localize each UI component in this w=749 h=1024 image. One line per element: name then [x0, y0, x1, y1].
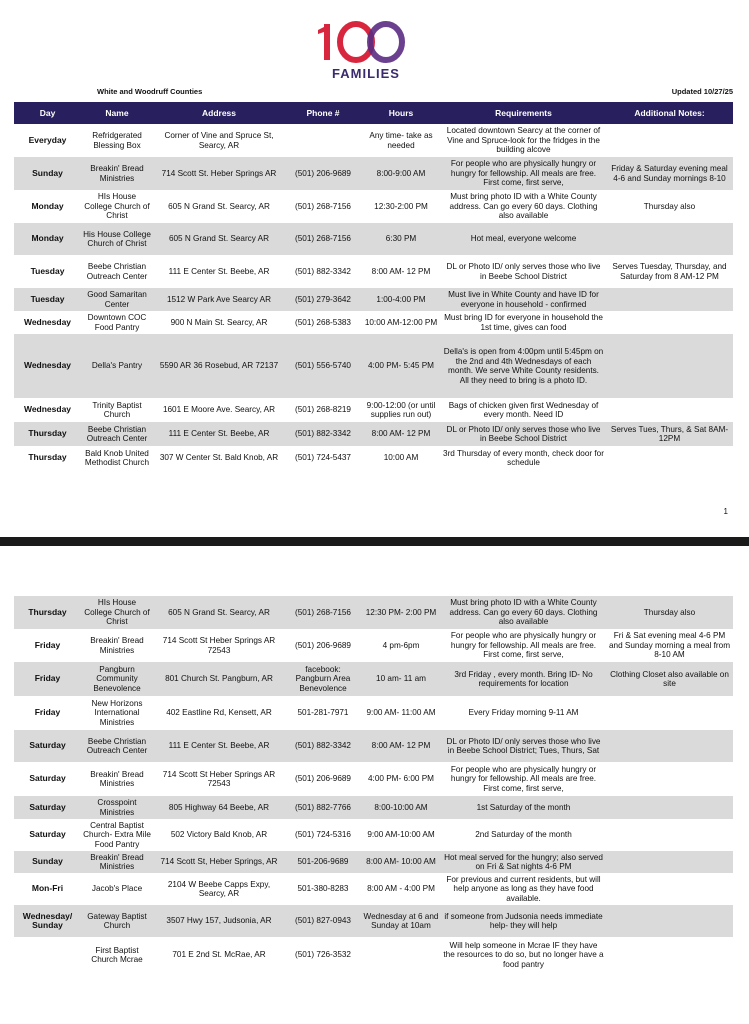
cell-hours: 8:00 AM- 10:00 AM	[361, 851, 441, 873]
cell-hours: 8:00-9:00 AM	[361, 157, 441, 190]
cell-address: 111 E Center St. Beebe, AR	[153, 730, 285, 762]
table-row	[14, 629, 733, 662]
cell-notes	[606, 851, 733, 873]
cell-notes	[606, 311, 733, 334]
cell-hours: 4 pm-6pm	[361, 629, 441, 662]
col-day: Day	[14, 102, 81, 124]
cell-name: Beebe Christian Outreach Center	[81, 422, 153, 446]
cell-day: Monday	[14, 223, 81, 255]
table-row	[14, 255, 733, 288]
updated-date: Updated 10/27/25	[671, 87, 733, 96]
table-row	[14, 662, 733, 696]
cell-notes	[606, 819, 733, 851]
cell-day: Wednesday	[14, 398, 81, 422]
cell-name: HIs House College Church of Christ	[81, 596, 153, 629]
cell-notes	[606, 937, 733, 973]
cell-address: 1601 E Moore Ave. Searcy, AR	[153, 398, 285, 422]
cell-notes	[606, 796, 733, 819]
cell-name: Breakin' Bread Ministries	[81, 762, 153, 796]
cell-name: Trinity Baptist Church	[81, 398, 153, 422]
col-hours: Hours	[361, 102, 441, 124]
table-row	[14, 596, 733, 629]
cell-notes	[606, 696, 733, 730]
table-row	[14, 851, 733, 873]
cell-phone: (501) 268-7156	[285, 190, 361, 223]
cell-phone: 501-380-8283	[285, 873, 361, 905]
cell-address: 701 E 2nd St. McRae, AR	[153, 937, 285, 973]
cell-hours: 9:00 AM- 11:00 AM	[361, 696, 441, 730]
cell-hours: 10:00 AM	[361, 446, 441, 470]
cell-day: Thursday	[14, 446, 81, 470]
cell-address: 111 E Center St. Beebe, AR	[153, 255, 285, 288]
cell-day: Wednesday	[14, 311, 81, 334]
cell-phone: (501) 279-3642	[285, 288, 361, 311]
cell-name: Downtown COC Food Pantry	[81, 311, 153, 334]
cell-name: First Baptist Church Mcrae	[81, 937, 153, 973]
cell-phone: (501) 206-9689	[285, 629, 361, 662]
cell-req: For people who are physically hungry or hungry for fellowship. All meals are free. First come, first serve,	[441, 762, 606, 796]
cell-req: 3rd Friday , every month. Bring ID- No requirements for location	[441, 662, 606, 696]
cell-address: 5590 AR 36 Rosebud, AR 72137	[153, 334, 285, 398]
cell-phone: (501) 882-7766	[285, 796, 361, 819]
food-pantry-table-page-2	[14, 596, 733, 973]
cell-req: Must live in White County and have ID for everyone in household - confirmed	[441, 288, 606, 311]
cell-phone: (501) 724-5437	[285, 446, 361, 470]
cell-req: For people who are physically hungry or hungry for fellowship. All meals are free. First come, first serve,	[441, 157, 606, 190]
col-phone: Phone #	[285, 102, 361, 124]
table-header-row	[14, 102, 733, 124]
cell-req: if someone from Judsonia needs immediate help- they will help	[441, 905, 606, 937]
cell-hours: 9:00-12:00 (or until supplies run out)	[361, 398, 441, 422]
cell-day: Everyday	[14, 124, 81, 157]
table-row	[14, 446, 733, 470]
cell-notes	[606, 334, 733, 398]
families-logo	[316, 16, 416, 82]
cell-notes: Friday & Saturday evening meal 4-6 and Sunday mornings 8-10	[606, 157, 733, 190]
cell-req: Must bring photo ID with a White County address. Can go every 60 days. Clothing also available	[441, 190, 606, 223]
cell-address: 3507 Hwy 157, Judsonia, AR	[153, 905, 285, 937]
cell-phone: (501) 206-9689	[285, 762, 361, 796]
cell-hours: 6:30 PM	[361, 223, 441, 255]
cell-phone: facebook: Pangburn Area Benevolence	[285, 662, 361, 696]
cell-notes: Clothing Closet also available on site	[606, 662, 733, 696]
cell-name: Beebe Christian Outreach Center	[81, 255, 153, 288]
cell-address: 801 Church St. Pangburn, AR	[153, 662, 285, 696]
cell-phone: (501) 882-3342	[285, 422, 361, 446]
col-address: Address	[153, 102, 285, 124]
cell-day: Saturday	[14, 730, 81, 762]
cell-req: Will help someone in Mcrae IF they have the resources to do so, but no longer have a food pantry	[441, 937, 606, 973]
col-notes: Additional Notes:	[606, 102, 733, 124]
cell-hours	[361, 937, 441, 973]
cell-notes	[606, 124, 733, 157]
cell-notes: Thursday also	[606, 596, 733, 629]
cell-address: 714 Scott St, Heber Springs, AR	[153, 851, 285, 873]
cell-name: HIs House College Church of Christ	[81, 190, 153, 223]
cell-address: 307 W Center St. Bald Knob, AR	[153, 446, 285, 470]
table-row	[14, 696, 733, 730]
cell-hours: 1:00-4:00 PM	[361, 288, 441, 311]
cell-notes	[606, 905, 733, 937]
cell-name: Pangburn Community Benevolence	[81, 662, 153, 696]
cell-hours: 10:00 AM-12:00 PM	[361, 311, 441, 334]
cell-day: Mon-Fri	[14, 873, 81, 905]
table-row	[14, 873, 733, 905]
cell-day: Saturday	[14, 762, 81, 796]
table-row	[14, 311, 733, 334]
cell-hours: 4:00 PM- 6:00 PM	[361, 762, 441, 796]
cell-req: Bags of chicken given first Wednesday of every month. Need ID	[441, 398, 606, 422]
cell-day: Sunday	[14, 157, 81, 190]
cell-req: 2nd Saturday of the month	[441, 819, 606, 851]
table-row	[14, 288, 733, 311]
cell-name: Beebe Christian Outreach Center	[81, 730, 153, 762]
counties-label: White and Woodruff Counties	[97, 87, 203, 96]
cell-name: Della's Pantry	[81, 334, 153, 398]
cell-hours: Wednesday at 6 and Sunday at 10am	[361, 905, 441, 937]
cell-phone: (501) 268-5383	[285, 311, 361, 334]
cell-address: 502 Victory Bald Knob, AR	[153, 819, 285, 851]
col-name: Name	[81, 102, 153, 124]
cell-name: Central Baptist Church- Extra Mile Food Pantry	[81, 819, 153, 851]
cell-phone: (501) 206-9689	[285, 157, 361, 190]
cell-notes: Thursday also	[606, 190, 733, 223]
cell-notes	[606, 762, 733, 796]
cell-phone: (501) 882-3342	[285, 255, 361, 288]
cell-phone: (501) 827-0943	[285, 905, 361, 937]
cell-req: 3rd Thursday of every month, check door for schedule	[441, 446, 606, 470]
document-page-2	[0, 546, 749, 1024]
cell-phone: (501) 268-8219	[285, 398, 361, 422]
table-row	[14, 905, 733, 937]
cell-day: Monday	[14, 190, 81, 223]
table-row	[14, 937, 733, 973]
cell-phone: (501) 556-5740	[285, 334, 361, 398]
logo-100-icon	[316, 16, 416, 66]
cell-phone: (501) 726-3532	[285, 937, 361, 973]
cell-phone	[285, 124, 361, 157]
cell-notes	[606, 288, 733, 311]
table-row	[14, 398, 733, 422]
cell-req: Della's is open from 4:00pm until 5:45pm on the 2nd and 4th Wednesdays of each month. We serve White County residents. All they need to bring is a photo ID.	[441, 334, 606, 398]
cell-name: Crosspoint Ministries	[81, 796, 153, 819]
cell-day: Tuesday	[14, 288, 81, 311]
cell-address: 111 E Center St. Beebe, AR	[153, 422, 285, 446]
cell-req: Located downtown Searcy at the corner of Vine and Spruce-look for the fridges in the building alcove	[441, 124, 606, 157]
cell-name: Good Samaritan Center	[81, 288, 153, 311]
cell-phone: (501) 268-7156	[285, 223, 361, 255]
cell-address: 2104 W Beebe Capps Expy, Searcy, AR	[153, 873, 285, 905]
cell-req: Hot meal served for the hungry; also served on Fri & Sat nights 4-6 PM	[441, 851, 606, 873]
table-row	[14, 223, 733, 255]
cell-notes: Serves Tuesday, Thursday, and Saturday from 8 AM-12 PM	[606, 255, 733, 288]
cell-phone: (501) 882-3342	[285, 730, 361, 762]
cell-address: 805 Highway 64 Beebe, AR	[153, 796, 285, 819]
cell-hours: Any time- take as needed	[361, 124, 441, 157]
table-row	[14, 190, 733, 223]
cell-address: 714 Scott St Heber Springs AR 72543	[153, 629, 285, 662]
cell-hours: 4:00 PM- 5:45 PM	[361, 334, 441, 398]
page-number: 1	[723, 507, 728, 516]
cell-req: DL or Photo ID/ only serves those who live in Beebe School District	[441, 255, 606, 288]
cell-req: Hot meal, everyone welcome	[441, 223, 606, 255]
table-row	[14, 730, 733, 762]
cell-name: New Horizons International Ministries	[81, 696, 153, 730]
cell-notes: Fri & Sat evening meal 4-6 PM and Sunday morning a meal from 8-10 AM	[606, 629, 733, 662]
cell-day: Saturday	[14, 796, 81, 819]
cell-name: His House College Church of Christ	[81, 223, 153, 255]
col-requirements: Requirements	[441, 102, 606, 124]
cell-address: 1512 W Park Ave Searcy AR	[153, 288, 285, 311]
table-row	[14, 796, 733, 819]
cell-phone: (501) 724-5316	[285, 819, 361, 851]
cell-notes: Serves Tues, Thurs, & Sat 8AM-12PM	[606, 422, 733, 446]
cell-hours: 8:00 AM- 12 PM	[361, 422, 441, 446]
food-pantry-table-page-1	[14, 102, 733, 470]
cell-day: Thursday	[14, 422, 81, 446]
cell-day: Friday	[14, 662, 81, 696]
table-row	[14, 334, 733, 398]
cell-req: For previous and current residents, but will help anyone as long as they have food available.	[441, 873, 606, 905]
cell-hours: 10 am- 11 am	[361, 662, 441, 696]
cell-name: Bald Knob United Methodist Church	[81, 446, 153, 470]
table-row	[14, 819, 733, 851]
cell-req: Must bring ID for everyone in household the 1st time, gives can food	[441, 311, 606, 334]
table-row	[14, 762, 733, 796]
cell-hours: 9:00 AM-10:00 AM	[361, 819, 441, 851]
cell-phone: (501) 268-7156	[285, 596, 361, 629]
cell-req: 1st Saturday of the month	[441, 796, 606, 819]
cell-hours: 8:00-10:00 AM	[361, 796, 441, 819]
cell-address: 714 Scott St. Heber Springs AR	[153, 157, 285, 190]
cell-req: For people who are physically hungry or hungry for fellowship. All meals are free. First come, first serve,	[441, 629, 606, 662]
cell-address: 714 Scott St Heber Springs AR 72543	[153, 762, 285, 796]
cell-address: 605 N Grand St. Searcy, AR	[153, 190, 285, 223]
cell-hours: 8:00 AM- 12 PM	[361, 255, 441, 288]
cell-address: 605 N Grand St. Searcy, AR	[153, 596, 285, 629]
cell-day: Wednesday	[14, 334, 81, 398]
cell-req: Must bring photo ID with a White County address. Can go every 60 days. Clothing also available	[441, 596, 606, 629]
cell-notes	[606, 223, 733, 255]
cell-day	[14, 937, 81, 973]
cell-hours: 12:30-2:00 PM	[361, 190, 441, 223]
cell-req: DL or Photo ID/ only serves those who live in Beebe School District	[441, 422, 606, 446]
cell-address: 402 Eastline Rd, Kensett, AR	[153, 696, 285, 730]
cell-address: 605 N Grand St. Searcy AR	[153, 223, 285, 255]
cell-notes	[606, 398, 733, 422]
cell-notes	[606, 730, 733, 762]
cell-name: Jacob's Place	[81, 873, 153, 905]
cell-name: Breakin' Bread Ministries	[81, 157, 153, 190]
cell-hours: 8:00 AM- 12 PM	[361, 730, 441, 762]
cell-name: Breakin' Bread Ministries	[81, 851, 153, 873]
page-separator	[0, 537, 749, 546]
cell-day: Sunday	[14, 851, 81, 873]
cell-day: Friday	[14, 629, 81, 662]
cell-name: Refridgerated Blessing Box	[81, 124, 153, 157]
cell-name: Breakin' Bread Ministries	[81, 629, 153, 662]
cell-address: 900 N Main St. Searcy, AR	[153, 311, 285, 334]
cell-notes	[606, 446, 733, 470]
cell-name: Gateway Baptist Church	[81, 905, 153, 937]
table-row	[14, 124, 733, 157]
cell-hours: 8:00 AM - 4:00 PM	[361, 873, 441, 905]
cell-req: Every Friday morning 9-11 AM	[441, 696, 606, 730]
cell-day: Friday	[14, 696, 81, 730]
cell-phone: 501-281-7971	[285, 696, 361, 730]
cell-hours: 12:30 PM- 2:00 PM	[361, 596, 441, 629]
cell-req: DL or Photo ID/ only serves those who live in Beebe School District; Tues, Thurs, Sat	[441, 730, 606, 762]
cell-day: Saturday	[14, 819, 81, 851]
logo-wordmark: FAMILIES	[332, 66, 400, 81]
cell-day: Thursday	[14, 596, 81, 629]
cell-day: Wednesday/ Sunday	[14, 905, 81, 937]
cell-notes	[606, 873, 733, 905]
cell-day: Tuesday	[14, 255, 81, 288]
table-row	[14, 422, 733, 446]
cell-phone: 501-206-9689	[285, 851, 361, 873]
cell-address: Corner of Vine and Spruce St, Searcy, AR	[153, 124, 285, 157]
table-row	[14, 157, 733, 190]
